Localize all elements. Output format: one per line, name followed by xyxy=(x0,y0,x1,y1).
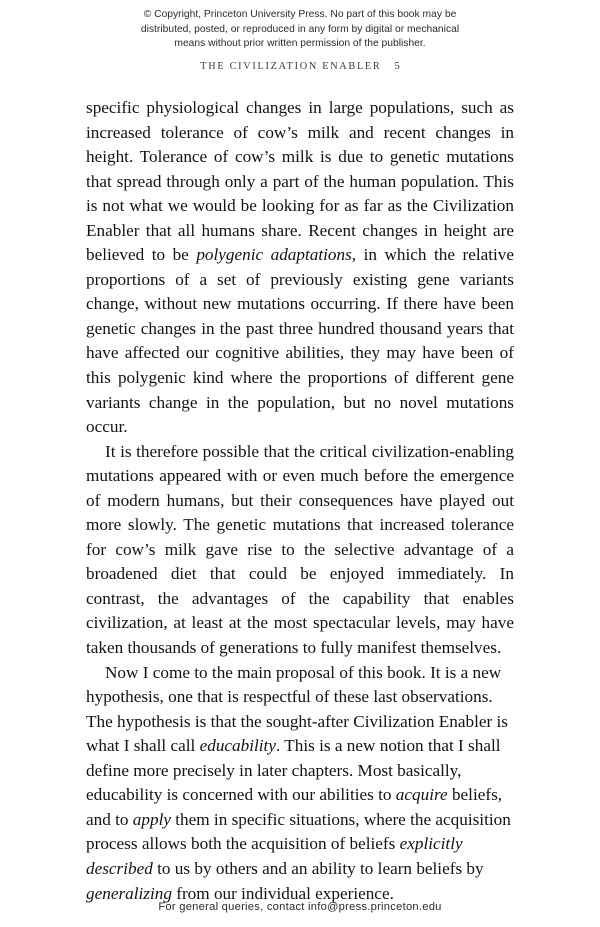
paragraph-3-part-2: . This is a new notion that I shall define more precisely in later chapters. Most basically, educability is concerned with our abilities to xyxy=(86,736,501,805)
body-text xyxy=(86,96,514,906)
paragraph-3-italic-educability: educability xyxy=(199,736,276,756)
copyright-notice xyxy=(100,8,500,52)
paragraph-3-italic-apply: apply xyxy=(132,809,171,829)
paragraph-3-part-3: beliefs, and to xyxy=(86,785,503,829)
paragraph-3-italic-generalizing: generalizing xyxy=(86,883,172,903)
paragraph-3-part-5: to us by others and an ability to learn beliefs by xyxy=(152,858,484,878)
paragraph-3-part-4: them in specific situations, where the acquisition process allows both the acquisition of beliefs xyxy=(86,809,511,854)
paragraph-3 xyxy=(86,661,514,906)
copyright-line-3: means without prior written permission of the publisher. xyxy=(174,38,426,50)
paragraph-1-part-1: specific physiological changes in large populations, such as increased tolerance of cow’s milk and recent changes in height. Tolerance of cow’s milk is due to genetic mutations that spread through only a part of the human population. This is not what we would be looking for as far as the Civilization Enabler that all humans share. Recent changes in height are believed to be xyxy=(86,98,514,265)
paragraph-3-italic-explicitly-described: explicitly described xyxy=(86,834,463,878)
running-head-title: THE CIVILIZATION ENABLER xyxy=(200,61,382,72)
paragraph-3-italic-acquire: acquire xyxy=(395,785,448,805)
page-number: 5 xyxy=(394,61,400,72)
paragraph-1-part-2: , in which the relative proportions of a set of previously existing gene variants change, without new mutations occurring. If there have been genetic changes in the past three hundred thousand years that have affected our cognitive abilities, they may have been of this polygenic kind where the proportions of different gene variants change in the population, but no novel mutations occur. xyxy=(86,245,514,437)
paragraph-3-part-6: from our individual experience. xyxy=(171,883,394,903)
copyright-line-2: distributed, posted, or reproduced in any form by digital or mechanical xyxy=(140,23,460,35)
paragraph-3-part-1: Now I come to the main proposal of this book. It is a new hypothesis, one that is respectful of these last observations. The hypothesis is that the sought-after Civilization Enabler is what I shall call xyxy=(86,662,508,756)
paragraph-1-italic-1: polygenic adaptations xyxy=(196,245,352,265)
paragraph-2: It is therefore possible that the critical civilization-enabling mutations appeared with or even much before the emergence of modern humans, but their consequences have played out more slowly. The genetic mutations that increased tolerance for cow’s milk gave rise to the selective advantage of a broadened diet that could be enjoyed immediately. In contrast, the advantages of the capability that enables civilization, at least at the most spectacular levels, may have taken thousands of generations to fully manifest themselves. xyxy=(86,441,514,658)
running-head xyxy=(0,61,600,72)
footer-note: For general queries, contact info@press.princeton.edu xyxy=(158,901,442,913)
copyright-line-1: © Copyright, Princeton University Press. No part of this book may be xyxy=(143,9,457,20)
paragraph-1 xyxy=(86,96,514,440)
